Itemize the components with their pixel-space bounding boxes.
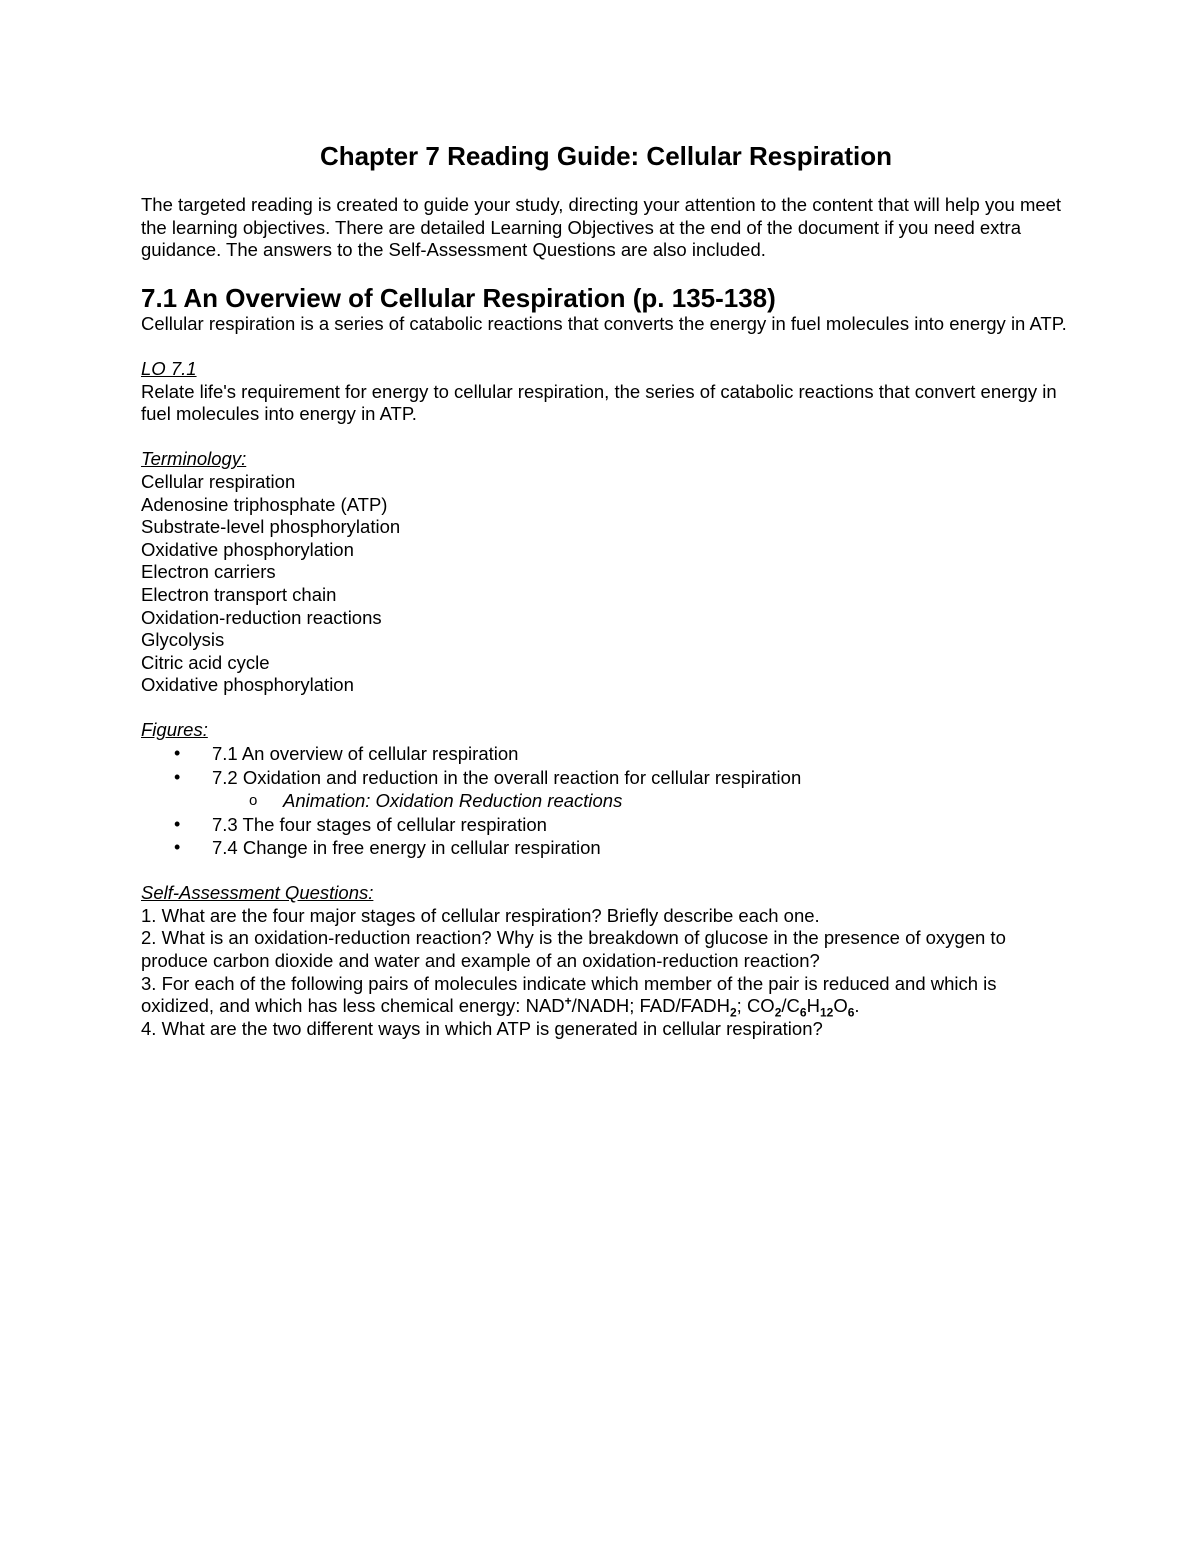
term-item: Adenosine triphosphate (ATP)	[141, 493, 388, 515]
bullet-icon: •	[174, 837, 181, 858]
term-item: Citric acid cycle	[141, 651, 270, 673]
term-item: Cellular respiration	[141, 470, 296, 492]
figure-item-text: 7.1 An overview of cellular respiration	[212, 743, 519, 765]
figure-item-text: 7.4 Change in free energy in cellular respiration	[212, 837, 601, 859]
section-heading: 7.1 An Overview of Cellular Respiration (p. 135-138)	[141, 282, 776, 313]
section-summary: Cellular respiration is a series of catabolic reactions that converts the energy in fuel molecules into energy in ATP.	[141, 312, 1067, 334]
term-item: Glycolysis	[141, 629, 225, 651]
document-page	[141, 140, 1071, 1040]
figure-item-text: 7.2 Oxidation and reduction in the overall reaction for cellular respiration	[212, 766, 802, 788]
terminology-label: Terminology:	[141, 448, 247, 470]
term-item: Oxidative phosphorylation	[141, 538, 354, 560]
questions-label: Self-Assessment Questions:	[141, 882, 374, 904]
term-item: Substrate-level phosphorylation	[141, 516, 401, 538]
document-title: Chapter 7 Reading Guide: Cellular Respiration	[319, 141, 893, 171]
terminology-list	[141, 471, 1071, 697]
lo-text: Relate life's requirement for energy to cellular respiration, the series of catabolic reactions that convert energy in fuel molecules into energy in ATP.	[141, 380, 1057, 425]
bullet-icon: •	[174, 813, 181, 834]
figures-label: Figures:	[141, 719, 208, 741]
figure-item	[141, 836, 1071, 860]
term-item: Oxidation-reduction reactions	[141, 606, 382, 628]
term-item: Electron transport chain	[141, 583, 337, 605]
bullet-icon: •	[174, 743, 181, 764]
question-item: 1. What are the four major stages of cellular respiration? Briefly describe each one.	[141, 904, 820, 926]
figure-item	[141, 742, 1071, 766]
lo-label: LO 7.1	[141, 357, 197, 379]
question-item: 2. What is an oxidation-reduction reaction? Why is the breakdown of glucose in the presence of oxygen to produce carbon dioxide and water and example of an oxidation-reduction reaction?	[141, 927, 1006, 971]
figure-item	[141, 813, 1071, 837]
figure-sub-item-text: Animation: Oxidation Reduction reactions	[283, 790, 623, 812]
figure-item-text: 7.3 The four stages of cellular respiration	[212, 813, 547, 835]
bullet-icon: •	[174, 766, 181, 787]
term-item: Oxidative phosphorylation	[141, 674, 354, 696]
questions-list	[141, 905, 1071, 1041]
figures-list	[141, 742, 1071, 860]
term-item: Electron carriers	[141, 561, 276, 583]
intro-paragraph: The targeted reading is created to guide your study, directing your attention to the content that will help you meet the learning objectives. There are detailed Learning Objectives at the end of the document if you need extra guidance. The answers to the Self-Assessment Questions are also included.	[141, 194, 1062, 261]
figure-sub-item	[141, 789, 1071, 813]
sub-bullet-icon: o	[249, 792, 258, 810]
question-item-3: 3. For each of the following pairs of molecules indicate which member of the pair is reduced and which is oxidized, and which has less chemical energy: NAD+/NADH; FAD/$FADH_2$; $CO_2/C_6H_{12}O_6$.	[141, 972, 997, 1020]
figure-item	[141, 766, 1071, 790]
question-item: 4. What are the two different ways in which ATP is generated in cellular respiration?	[141, 1017, 823, 1039]
